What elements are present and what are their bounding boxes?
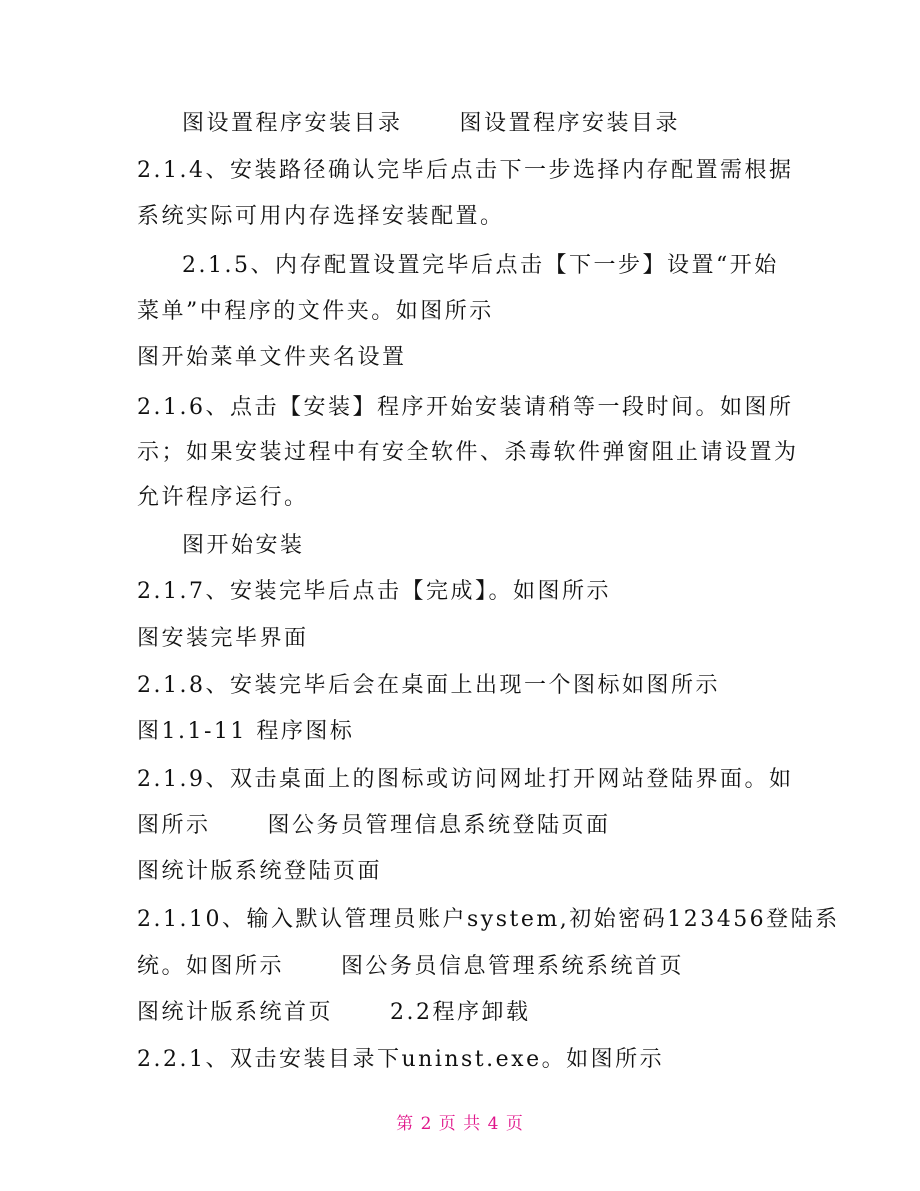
caption-system-home: 统。如图所示 图公务员信息管理系统系统首页 xyxy=(137,954,684,979)
paragraph-2-1-9: 2.1.9、双击桌面上的图标或访问网址打开网站登陆界面。如 xyxy=(137,767,794,792)
paragraph-2-1-5: 2.1.5、内存配置设置完毕后点击【下一步】设置“开始 xyxy=(182,253,779,278)
caption-start-install: 图开始安装 xyxy=(182,533,305,558)
paragraph-2-2-1: 2.2.1、双击安装目录下uninst.exe。如图所示 xyxy=(137,1047,665,1072)
paragraph-2-1-7: 2.1.7、安装完毕后点击【完成】。如图所示 xyxy=(137,579,611,604)
paragraph-2-1-8: 2.1.8、安装完毕后会在桌面上出现一个图标如图所示 xyxy=(137,673,720,698)
caption-stats-login-page: 图统计版系统登陆页面 xyxy=(137,859,383,884)
paragraph-2-1-4-continued: 系统实际可用内存选择安装配置。 xyxy=(137,204,505,229)
caption-program-icon: 图1.1-11 程序图标 xyxy=(137,719,355,744)
caption-login-page: 图所示 图公务员管理信息系统登陆页面 xyxy=(137,813,611,838)
paragraph-2-1-6-continued: 示；如果安装过程中有安全软件、杀毒软件弹窗阻止请设置为 xyxy=(137,440,799,465)
caption-start-menu-folder: 图开始菜单文件夹名设置 xyxy=(137,345,407,370)
caption-install-complete: 图安装完毕界面 xyxy=(137,626,309,651)
paragraph-2-1-4: 2.1.4、安装路径确认完毕后点击下一步选择内存配置需根据 xyxy=(137,158,794,183)
paragraph-2-1-6: 2.1.6、点击【安装】程序开始安装请稍等一段时间。如图所 xyxy=(137,395,794,420)
paragraph-2-1-10: 2.1.10、输入默认管理员账户system,初始密码123456登陆系 xyxy=(137,907,840,932)
page-number-footer: 第 2 页 共 4 页 xyxy=(396,1114,524,1134)
paragraph-2-1-6-end: 允许程序运行。 xyxy=(137,485,309,510)
paragraph-2-1-5-continued: 菜单”中程序的文件夹。如图所示 xyxy=(137,299,494,324)
caption-stats-home-and-uninstall: 图统计版系统首页 2.2程序卸载 xyxy=(137,1000,531,1025)
caption-install-directory: 图设置程序安装目录 图设置程序安装目录 xyxy=(182,111,680,136)
